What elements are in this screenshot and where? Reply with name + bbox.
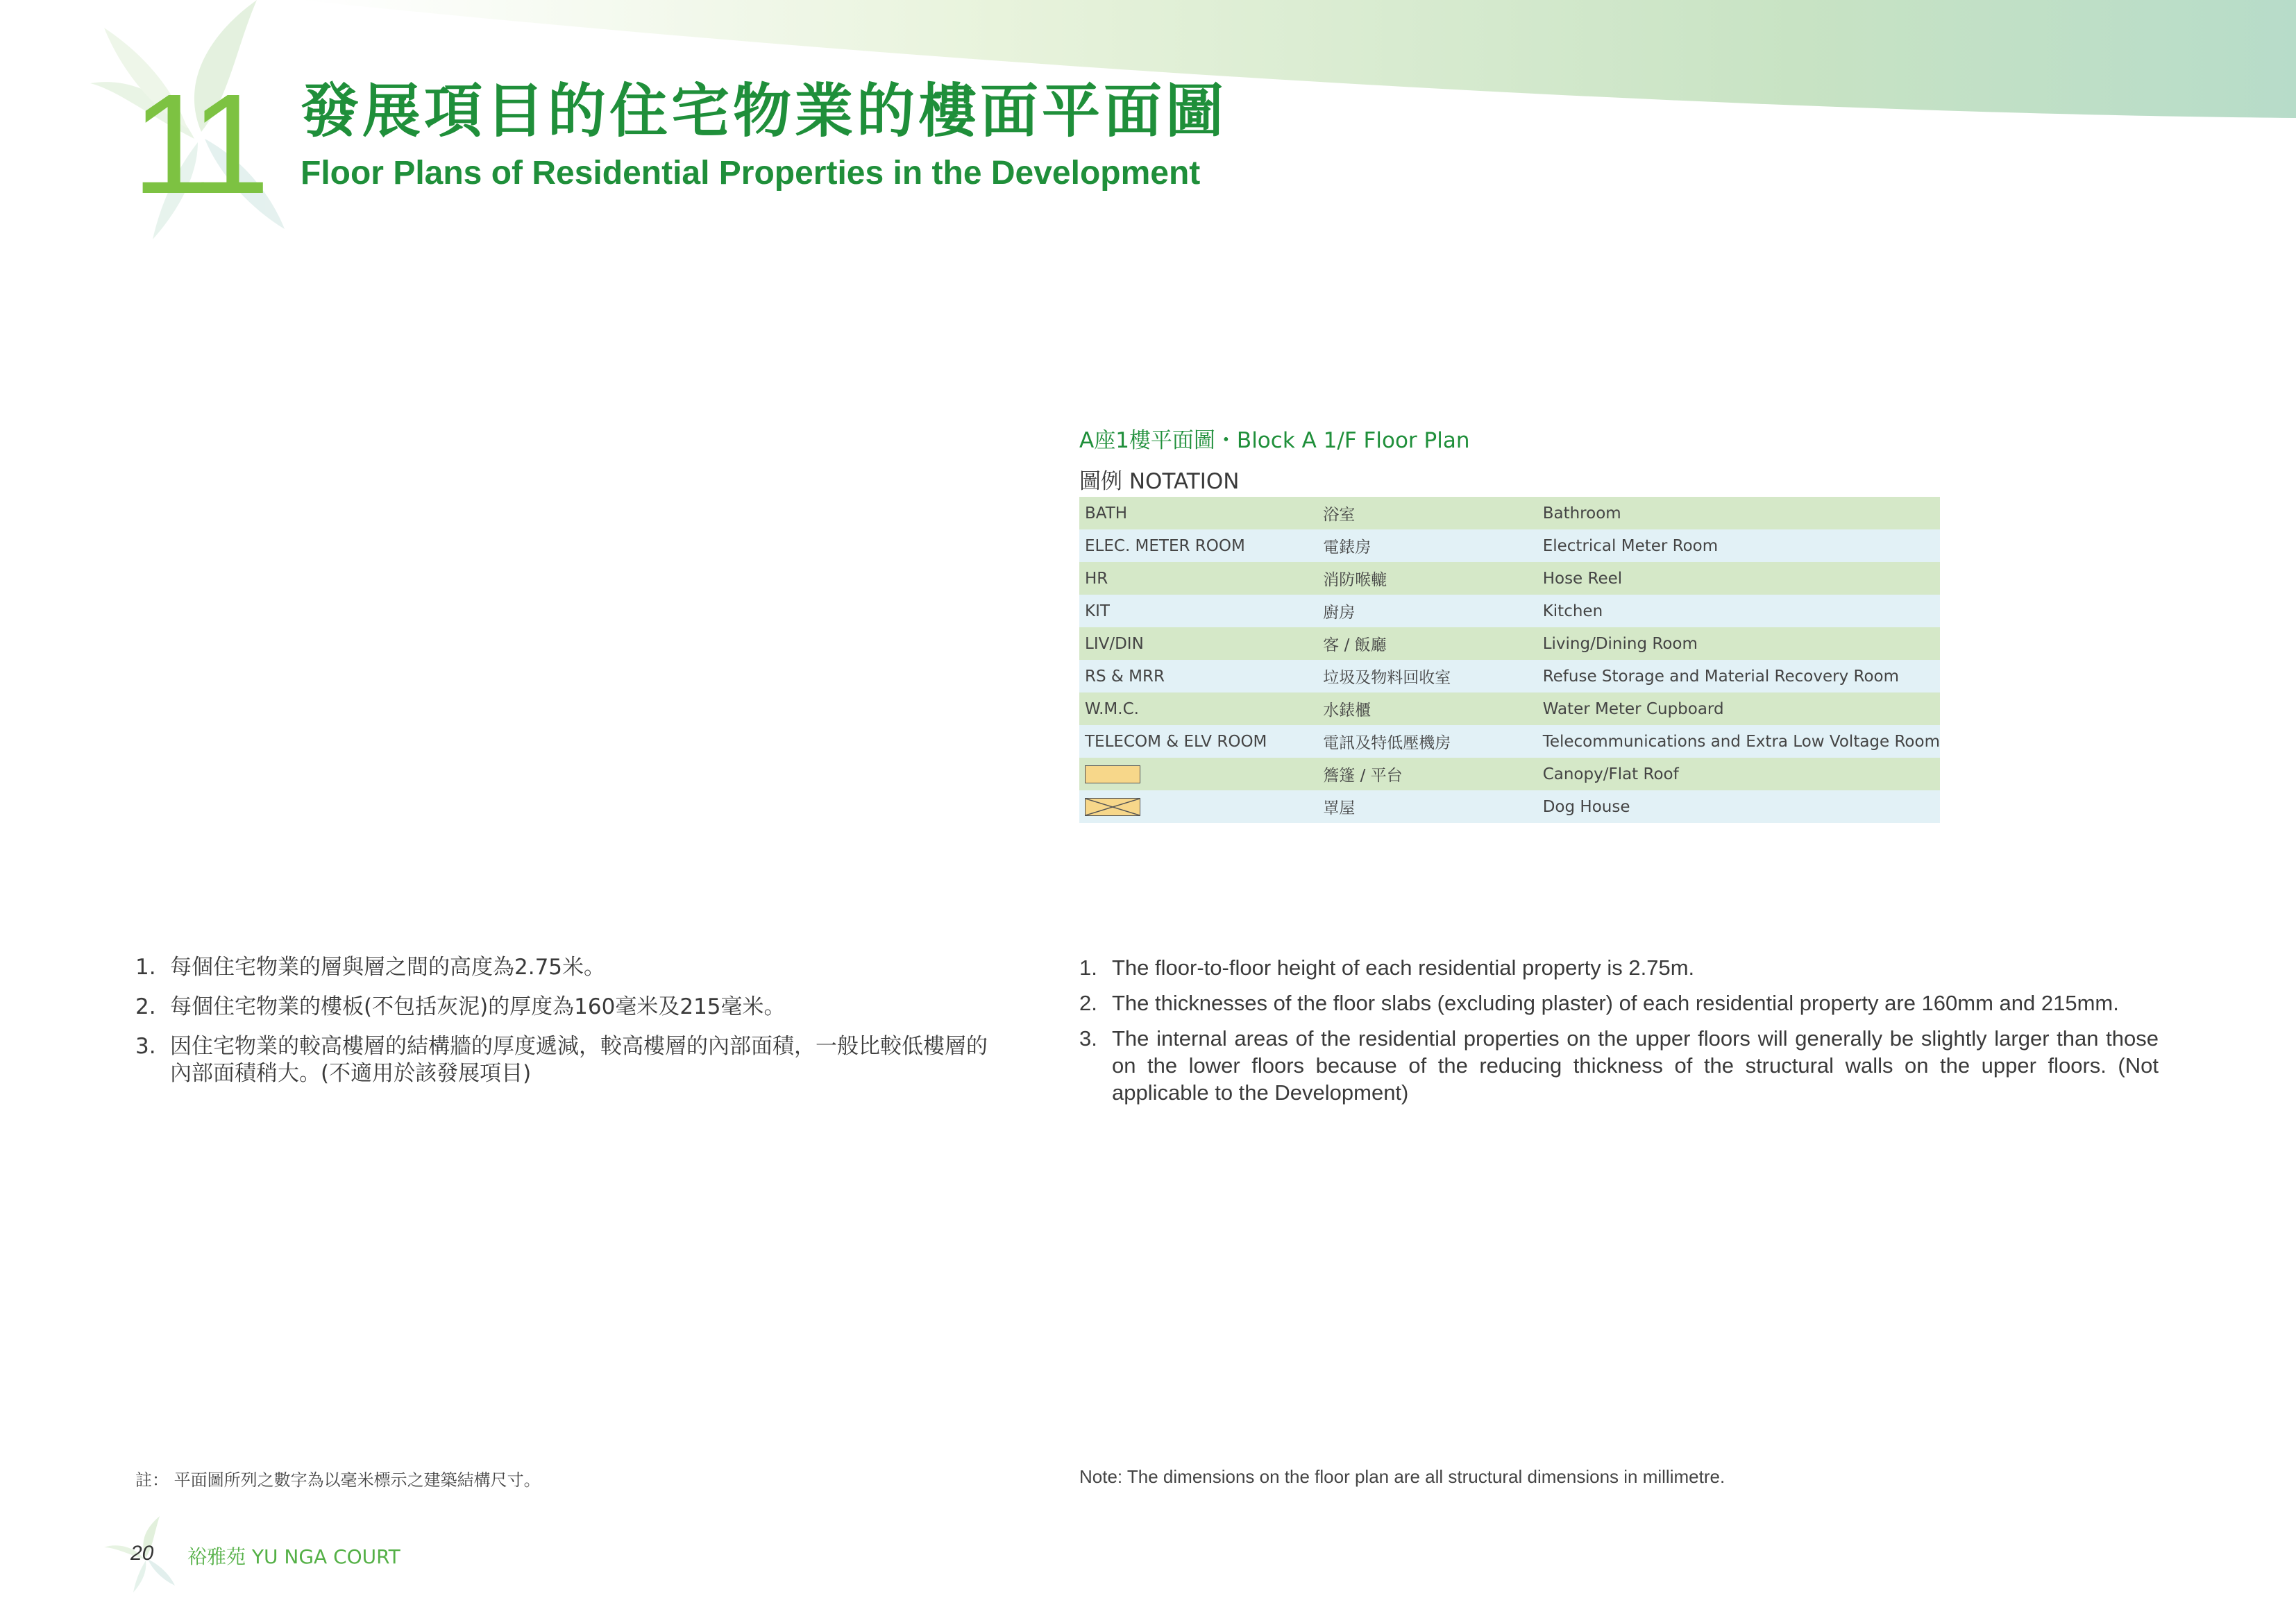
development-name: 裕雅苑 YU NGA COURT bbox=[187, 1545, 400, 1568]
note-text: The thicknesses of the floor slabs (excluding plaster) of each residential property are 160mm and 215mm. bbox=[1112, 991, 2119, 1015]
note-item bbox=[135, 994, 1003, 1021]
notation-row bbox=[1079, 529, 1940, 562]
notation-abbr: TELECOM & ELV ROOM bbox=[1079, 725, 1317, 758]
dog-house-swatch-icon bbox=[1085, 798, 1140, 816]
note-item bbox=[1079, 989, 2159, 1017]
notation-en: Bathroom bbox=[1537, 497, 1940, 529]
notation-table bbox=[1079, 497, 1940, 823]
notation-en: Electrical Meter Room bbox=[1537, 529, 1940, 562]
notation-row bbox=[1079, 497, 1940, 529]
notation-zh: 水錶櫃 bbox=[1317, 692, 1537, 725]
note-number: 3. bbox=[1079, 1026, 1097, 1051]
notation-zh: 罩屋 bbox=[1317, 790, 1537, 823]
notation-zh: 垃圾及物料回收室 bbox=[1317, 660, 1537, 692]
notation-swatch-cell bbox=[1079, 758, 1317, 790]
note-item bbox=[135, 954, 1003, 981]
notation-zh: 簷篷 / 平台 bbox=[1317, 758, 1537, 790]
chapter-number: 11 bbox=[132, 65, 260, 223]
notation-abbr: HR bbox=[1079, 562, 1317, 595]
notation-row bbox=[1079, 562, 1940, 595]
notation-abbr: KIT bbox=[1079, 595, 1317, 627]
note-number: 1. bbox=[135, 955, 156, 980]
notation-zh: 客 / 飯廳 bbox=[1317, 627, 1537, 660]
note-text: The floor-to-floor height of each residential property is 2.75m. bbox=[1112, 955, 1695, 980]
canopy-swatch-icon bbox=[1085, 765, 1140, 783]
notation-en: Refuse Storage and Material Recovery Room bbox=[1537, 660, 1940, 692]
note-item bbox=[1079, 1025, 2159, 1106]
note-number: 3. bbox=[135, 1034, 156, 1059]
note-item bbox=[1079, 954, 2159, 981]
footnote-zh: 註： 平面圖所列之數字為以毫米標示之建築結構尺寸。 bbox=[135, 1470, 541, 1490]
note-item bbox=[135, 1033, 1003, 1087]
notation-en: Hose Reel bbox=[1537, 562, 1940, 595]
floor-plan-title: A座1樓平面圖・Block A 1/F Floor Plan bbox=[1079, 428, 1470, 453]
page-title-zh: 發展項目的住宅物業的樓面平面圖 bbox=[301, 77, 1228, 145]
notation-zh: 電訊及特低壓機房 bbox=[1317, 725, 1537, 758]
notation-en: Dog House bbox=[1537, 790, 1940, 823]
notation-row bbox=[1079, 627, 1940, 660]
notation-abbr: LIV/DIN bbox=[1079, 627, 1317, 660]
notation-row bbox=[1079, 758, 1940, 790]
notation-zh: 浴室 bbox=[1317, 497, 1537, 529]
notation-abbr: ELEC. METER ROOM bbox=[1079, 529, 1317, 562]
notes-en bbox=[1079, 954, 2159, 1114]
notation-en: Water Meter Cupboard bbox=[1537, 692, 1940, 725]
note-text: 每個住宅物業的樓板(不包括灰泥)的厚度為160毫米及215毫米。 bbox=[170, 994, 786, 1019]
footnote-en: Note: The dimensions on the floor plan are all structural dimensions in millimetre. bbox=[1079, 1466, 1725, 1487]
page-title-en: Floor Plans of Residential Properties in the Development bbox=[301, 155, 1201, 192]
notation-en: Telecommunications and Extra Low Voltage Room bbox=[1537, 725, 1940, 758]
notation-row bbox=[1079, 692, 1940, 725]
notation-row bbox=[1079, 595, 1940, 627]
notation-swatch-cell bbox=[1079, 790, 1317, 823]
note-number: 2. bbox=[1079, 991, 1097, 1015]
notation-en: Canopy/Flat Roof bbox=[1537, 758, 1940, 790]
notation-en: Living/Dining Room bbox=[1537, 627, 1940, 660]
notation-abbr: W.M.C. bbox=[1079, 692, 1317, 725]
note-number: 2. bbox=[135, 994, 156, 1019]
notation-abbr: RS & MRR bbox=[1079, 660, 1317, 692]
notation-row bbox=[1079, 660, 1940, 692]
notes-zh bbox=[135, 954, 1003, 1100]
notation-row bbox=[1079, 725, 1940, 758]
note-text: The internal areas of the residential properties on the upper floors will generally be slightly larger than those on the lower floors because of the reducing thickness of the structural walls on the upper floors. (Not applicable to the Development) bbox=[1112, 1026, 2159, 1105]
notation-row bbox=[1079, 790, 1940, 823]
notation-zh: 電錶房 bbox=[1317, 529, 1537, 562]
note-number: 1. bbox=[1079, 955, 1097, 980]
note-text: 每個住宅物業的層與層之間的高度為2.75米。 bbox=[170, 955, 606, 980]
notation-abbr: BATH bbox=[1079, 497, 1317, 529]
notation-heading: 圖例 NOTATION bbox=[1079, 469, 1240, 494]
notation-zh: 廚房 bbox=[1317, 595, 1537, 627]
page-number: 20 bbox=[130, 1542, 154, 1565]
note-text: 因住宅物業的較高樓層的結構牆的厚度遞減，較高樓層的內部面積，一般比較低樓層的內部面積稍大。(不適用於該發展項目) bbox=[170, 1034, 988, 1086]
notation-en: Kitchen bbox=[1537, 595, 1940, 627]
notation-zh: 消防喉轆 bbox=[1317, 562, 1537, 595]
